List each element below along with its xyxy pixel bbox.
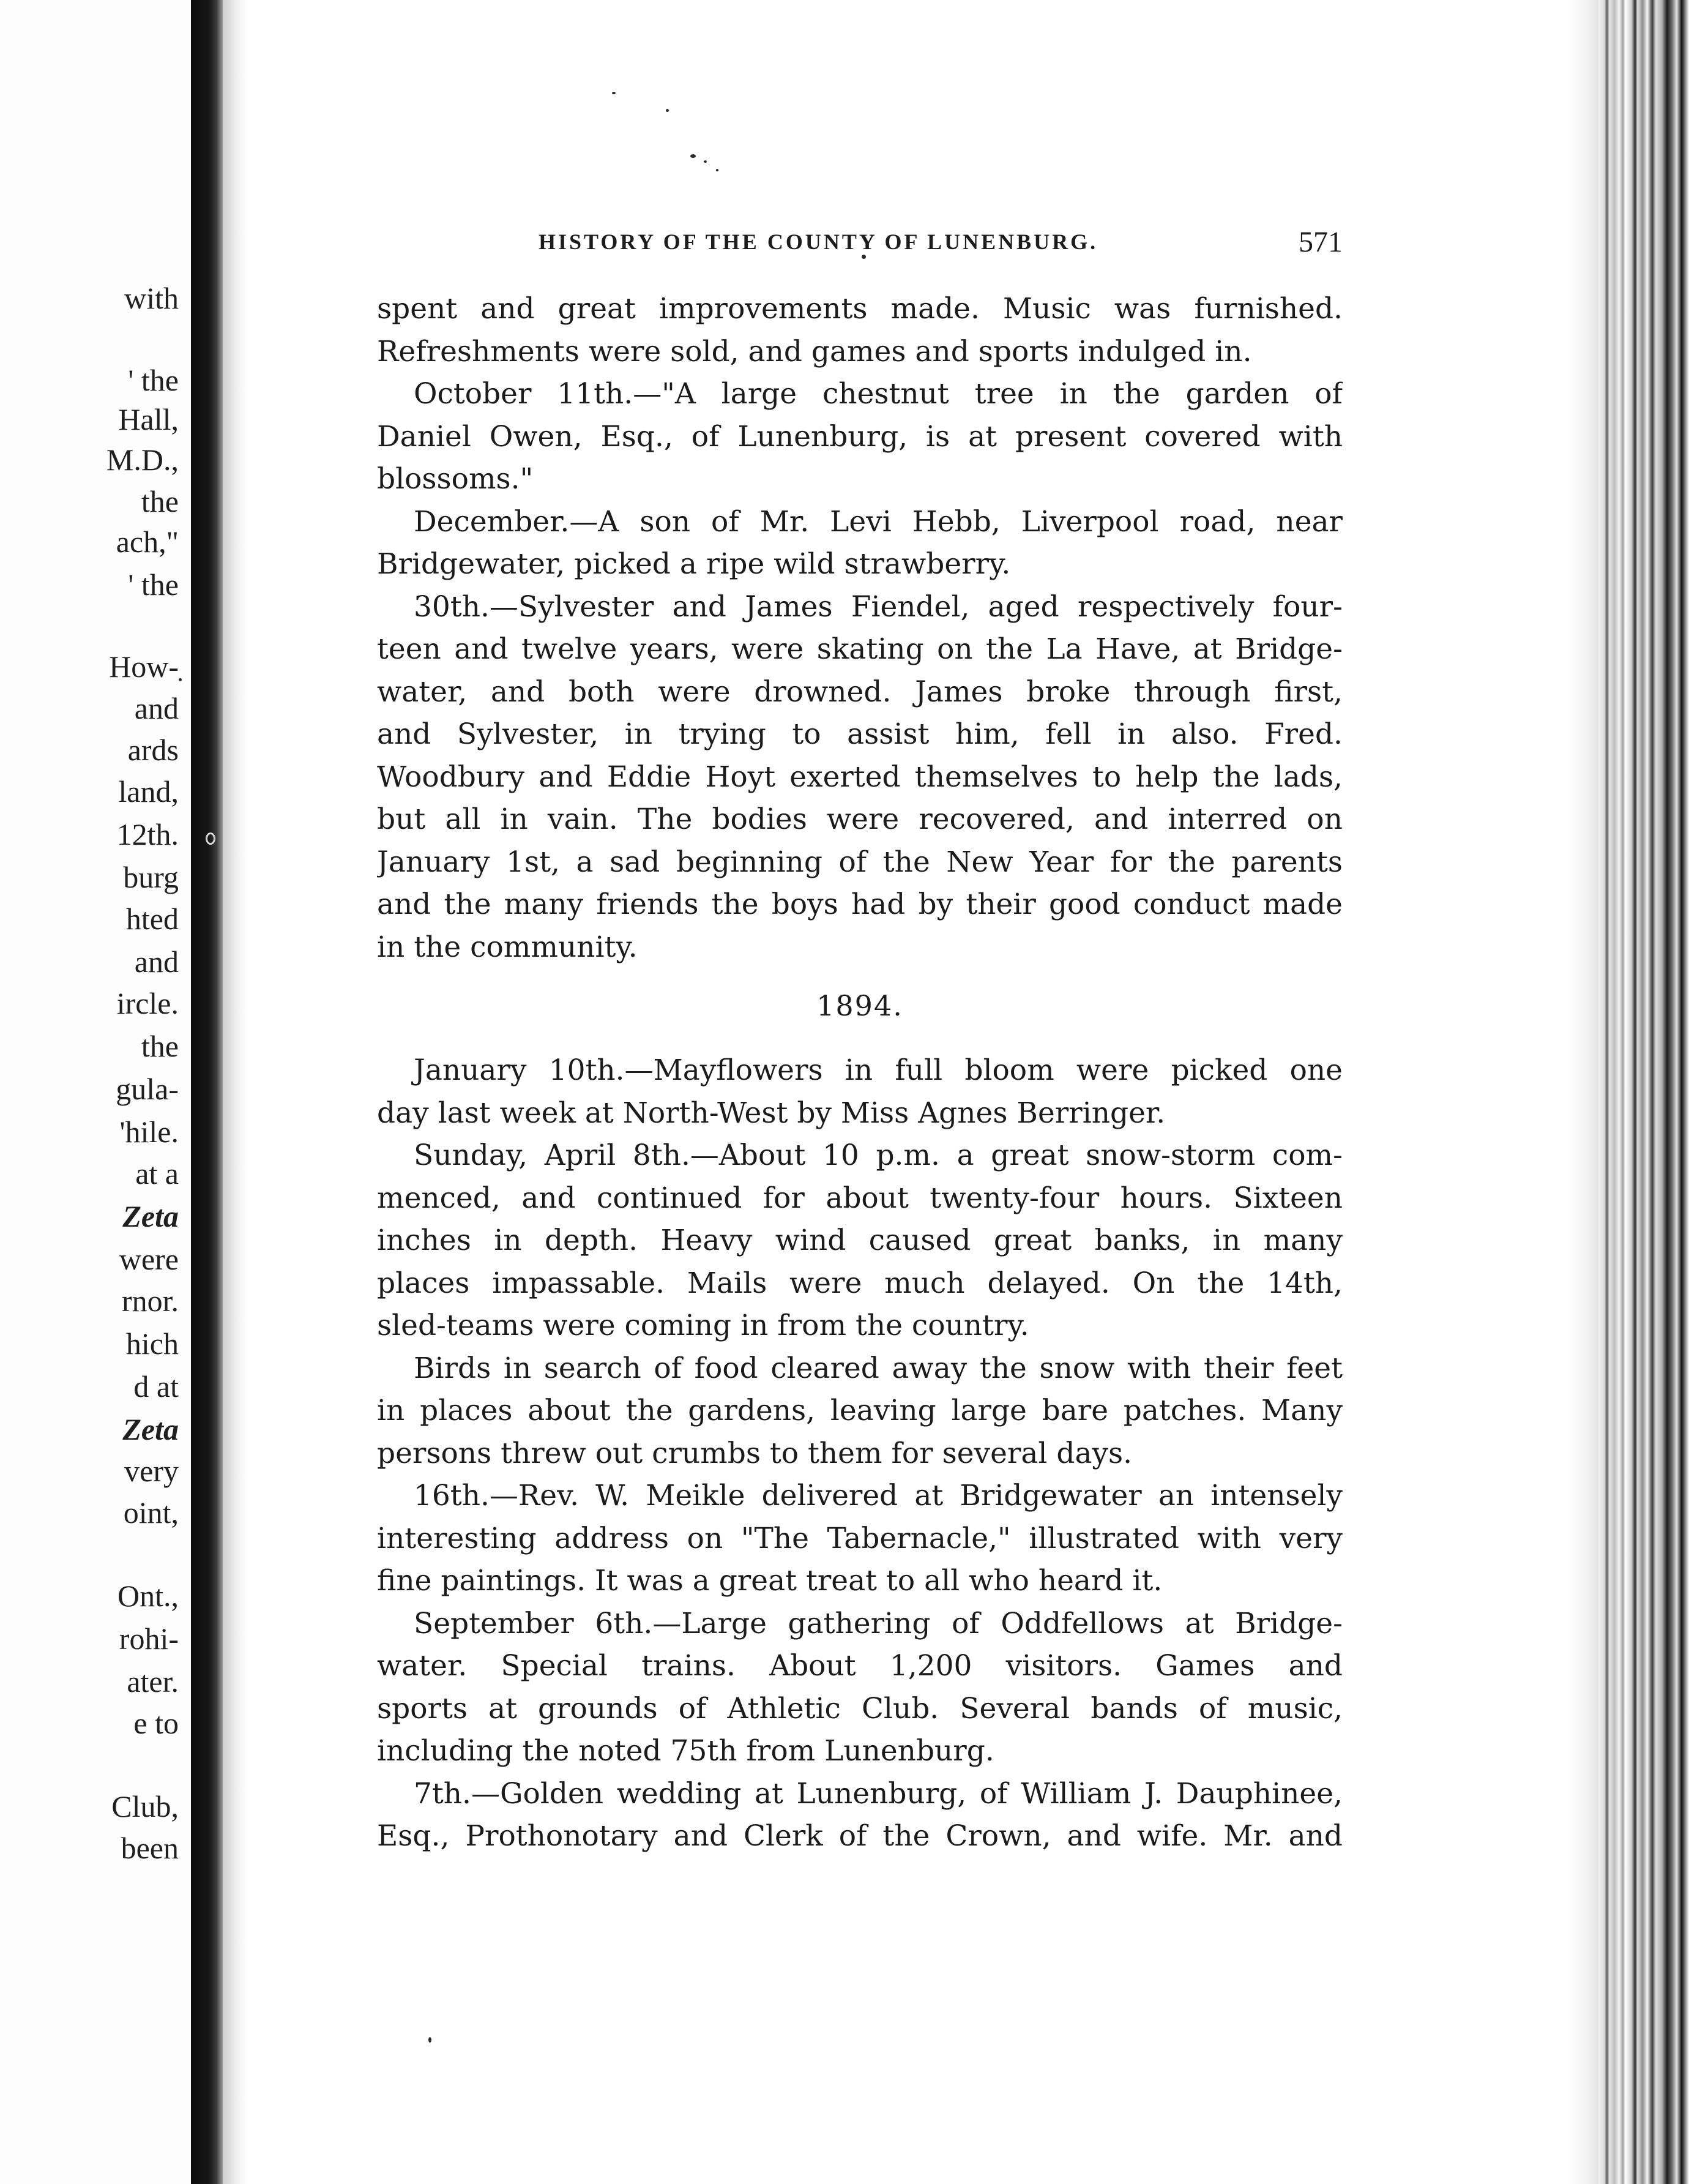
text-block-1893 — [377, 288, 1343, 968]
text-line: Bridgewater, picked a ripe wild strawberry. — [377, 547, 1011, 581]
text-line: fine paintings. It was a great treat to all who heard it. — [377, 1564, 1163, 1598]
binding-gutter — [191, 0, 223, 2184]
left-facing-page — [0, 0, 191, 2184]
left-page-text-fragment: How- — [109, 649, 179, 684]
text-line: January 1st, a sad beginning of the New Year for the parents — [377, 845, 1343, 879]
left-page-text-fragment: with — [124, 281, 179, 315]
text-line: water. Special trains. About 1,200 visitors. Games and — [377, 1649, 1343, 1683]
left-page-text-fragment: 'hile. — [119, 1115, 179, 1149]
left-page-text-fragment: and — [134, 944, 179, 979]
left-page-text-fragment: hted — [125, 902, 179, 936]
left-page-text-fragment: ater. — [127, 1664, 179, 1699]
text-line: but all in vain. The bodies were recovered, and interred on — [377, 802, 1343, 836]
text-line: 30th.—Sylvester and James Fiendel, aged respectively four- — [414, 589, 1343, 624]
text-line: October 11th.—"A large chestnut tree in the garden of — [414, 377, 1343, 411]
left-page-text-fragment: ach," — [116, 525, 179, 559]
page-number: 571 — [1299, 226, 1343, 258]
left-page-text-fragment: Hall, — [118, 402, 179, 436]
text-line: in the community. — [377, 930, 638, 964]
left-page-text-fragment: Club, — [111, 1789, 179, 1823]
gutter-blemish — [206, 832, 215, 845]
text-line: persons threw out crumbs to them for several days. — [377, 1436, 1133, 1470]
text-line: Refreshments were sold, and games and sports indulged in. — [377, 334, 1252, 368]
left-page-text-fragment: ards — [127, 733, 179, 767]
left-page-text-fragment: rnor. — [121, 1284, 179, 1318]
left-page-text-fragment: the — [141, 1029, 179, 1063]
gutter-shadow — [223, 0, 247, 2184]
text-line: Daniel Owen, Esq., of Lunenburg, is at present covered with — [377, 419, 1343, 454]
text-line: water, and both were drowned. James broke through first, — [377, 675, 1343, 709]
left-page-text-fragment: rohi- — [119, 1621, 179, 1656]
left-page-text-fragment: d at — [133, 1369, 179, 1404]
left-page-text-fragment: Zeta — [122, 1412, 179, 1446]
left-page-text-fragment: M.D., — [106, 443, 179, 477]
text-line: teen and twelve years, were skating on the La Have, at Bridge- — [377, 632, 1343, 666]
text-line: Sunday, April 8th.—About 10 p.m. a great snow-storm com- — [414, 1139, 1343, 1172]
text-line: day last week at North-West by Miss Agnes Berringer. — [377, 1096, 1166, 1130]
text-line: interesting address on "The Tabernacle," illustrated with very — [377, 1521, 1343, 1555]
text-line: 16th.—Rev. W. Meikle delivered at Bridgewater an intensely — [414, 1479, 1343, 1513]
text-line: menced, and continued for about twenty-four hours. Sixteen — [377, 1181, 1343, 1215]
left-page-text-fragment: Ont., — [117, 1579, 179, 1613]
text-line: sled-teams were coming in from the country. — [377, 1309, 1029, 1342]
left-page-text-fragment: were — [119, 1242, 179, 1276]
text-line: January 10th.—Mayflowers in full bloom were picked one — [414, 1053, 1343, 1087]
left-page-text-fragment: at a — [135, 1156, 179, 1191]
text-line: in places about the gardens, leaving large bare patches. Many — [377, 1394, 1343, 1427]
text-line: inches in depth. Heavy wind caused great banks, in many — [377, 1224, 1343, 1257]
page-edge-shade — [1567, 0, 1598, 2184]
running-title: HISTORY OF THE COUNTY OF LUNENBURG. — [539, 230, 1098, 254]
text-line: and the many friends the boys had by their good conduct made — [377, 888, 1343, 921]
page-stack-edge — [1598, 0, 1689, 2184]
year-heading: 1894. — [816, 989, 903, 1022]
text-line: December.—A son of Mr. Levi Hebb, Liverpool road, near — [414, 504, 1343, 539]
left-page-text-fragment: and — [134, 691, 179, 725]
left-page-text-fragment: ' the — [128, 363, 179, 397]
running-header — [291, 225, 1343, 262]
left-page-text-fragment: Zeta — [122, 1199, 179, 1233]
left-page-text-fragment: gula- — [116, 1072, 179, 1106]
left-page-text-fragment: ircle. — [116, 986, 179, 1020]
left-page-text-fragment: hich — [125, 1326, 179, 1361]
left-page-text-fragment: very — [124, 1454, 179, 1488]
left-page-text-fragment: e to — [133, 1706, 179, 1740]
text-line: September 6th.—Large gathering of Oddfellows at Bridge- — [414, 1606, 1343, 1640]
text-line: including the noted 75th from Lunenburg. — [377, 1734, 994, 1768]
left-page-text-fragment: oint, — [123, 1495, 179, 1530]
text-line: places impassable. Mails were much delayed. On the 14th, — [377, 1266, 1343, 1300]
left-page-text-fragment: 12th. — [116, 817, 179, 851]
text-line: spent and great improvements made. Music was furnished. — [377, 292, 1343, 326]
text-line: sports at grounds of Athletic Club. Several bands of music, — [377, 1691, 1343, 1726]
text-line: blossoms." — [377, 462, 534, 496]
text-line: 7th.—Golden wedding at Lunenburg, of William J. Dauphinee, — [414, 1776, 1343, 1811]
left-page-text-fragment: been — [121, 1831, 179, 1865]
text-line: and Sylvester, in trying to assist him, fell in also. Fred. — [377, 717, 1343, 751]
text-line: Woodbury and Eddie Hoyt exerted themselves to help the lads, — [377, 760, 1343, 794]
left-page-text-fragment: ' the — [128, 567, 179, 602]
left-page-text-fragment: the — [141, 484, 179, 518]
text-line: Birds in search of food cleared away the snow with their feet — [414, 1351, 1343, 1385]
text-block-1894 — [377, 1049, 1343, 1858]
left-page-text-fragment: land, — [118, 774, 179, 809]
text-line: Esq., Prothonotary and Clerk of the Crown, and wife. Mr. and — [377, 1819, 1343, 1853]
left-page-text-fragment: burg — [123, 860, 179, 894]
